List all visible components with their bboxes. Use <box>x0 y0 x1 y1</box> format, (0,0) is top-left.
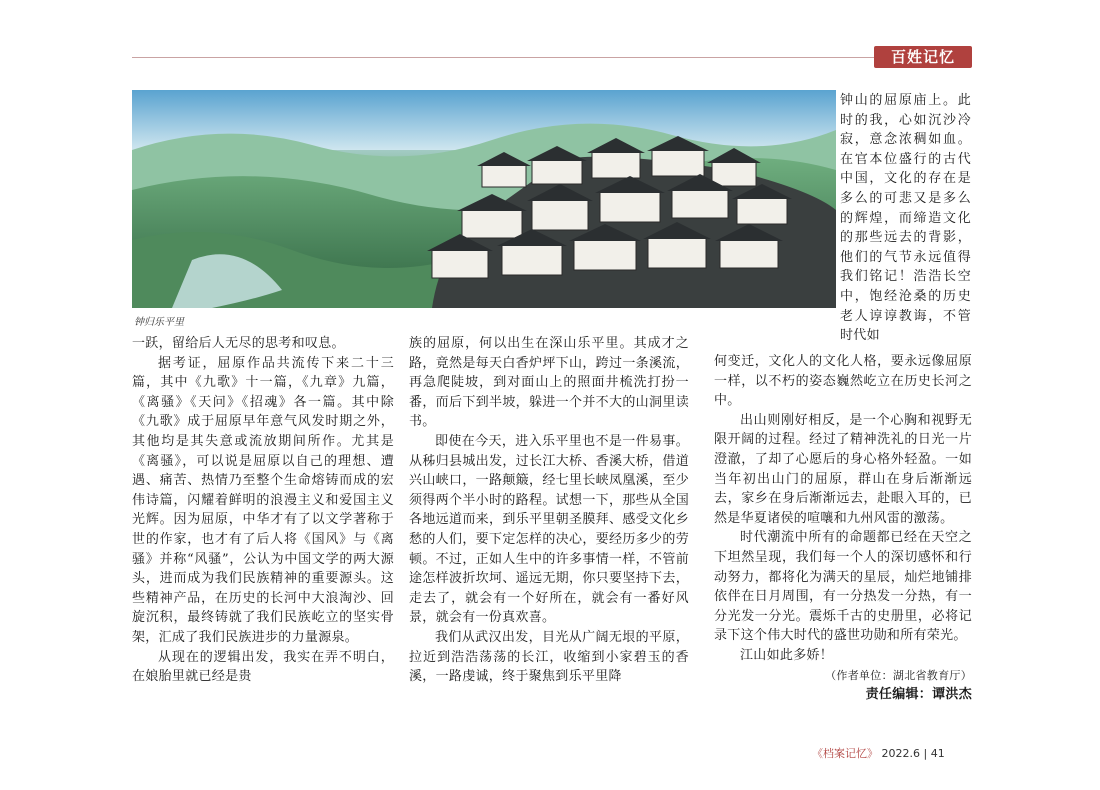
text-column-3-top <box>840 91 971 346</box>
photo-caption: 钟归乐平里 <box>134 317 184 328</box>
paragraph: 出山则刚好相反，是一个心胸和视野无限开阔的过程。经过了精神洗礼的日光一片澄澈，了却了心愿后的身心格外轻盈。一如当年初出山门的屈原，群山在身后渐渐远去，家乡在身后渐渐远去，赴眼入耳的，已然是华夏诸侯的喧嚷和九州风雷的激荡。 <box>714 412 972 526</box>
paragraph: 时代潮流中所有的命题都已经在天空之下坦然呈现，我们每一个人的深切感怀和行动努力，都将化为满天的星辰，灿烂地铺排依伴在日月周围，有一分热发一分热，有一分光发一分光。震烁千古的史册里，必将记录下这个伟大时代的盛世功勋和所有荣光。 <box>714 530 972 644</box>
author-affiliation: （作者单位：湖北省教育厅） <box>825 668 972 682</box>
paragraph: 我们从武汉出发，目光从广阔无垠的平原，拉近到浩浩荡荡的长江，收缩到小家碧玉的香溪，一路虔诚，终于聚焦到乐平里降 <box>409 629 689 685</box>
text-column-3 <box>714 352 972 705</box>
page-number: 41 <box>930 747 945 760</box>
paragraph: 从现在的逻辑出发，我实在弄不明白，在娘胎里就已经是贵 <box>132 649 394 685</box>
section-tag: 百姓记忆 <box>874 46 972 68</box>
issue-number: 2022.6 <box>881 747 920 760</box>
paragraph: 据考证，屈原作品共流传下来二十三篇，其中《九歌》十一篇，《九章》九篇，《离骚》《天问》《招魂》各一篇。其中除《九歌》成于屈原早年意气风发时期之外，其他均是其失意或流放期间所作。尤其是《离骚》，可以说是屈原以自己的理想、遭遇、痛苦、热情乃至整个生命熔铸而成的宏伟诗篇，闪耀着鲜明的浪漫主义和爱国主义光辉。因为屈原，中华才有了以文学著称于世的作家，也才有了后人将《国风》与《离骚》并称“风骚”，公认为中国文学的两大源头，进而成为我们民族精神的重要源头。这些精神产品，在历史的长河中大浪淘沙、回旋沉积，最终铸就了我们民族屹立的坚实骨架，汇成了我们民族进步的力量源泉。 <box>132 355 394 645</box>
village-illustration <box>132 90 836 308</box>
footer-separator: | <box>923 747 928 760</box>
responsible-editor: 责任编辑：谭洪杰 <box>865 687 972 703</box>
paragraph: 一跃，留给后人无尽的思考和叹息。 <box>132 336 345 351</box>
page-footer <box>812 745 945 761</box>
paragraph: 即使在今天，进入乐平里也不是一件易事。从秭归县城出发，过长江大桥、香溪大桥，借道兴山峡口，一路颠簸，经七里长峡凤凰溪，至少须得两个半小时的路程。试想一下，那些从全国各地远道而来，到乐平里朝圣膜拜、感受文化乡愁的人们，要下定怎样的决心，要经历多少的劳顿。不过，正如人生中的许多事情一样，不管前途怎样波折坎坷、遥远无期，你只要坚持下去，走去了，就会有一个好所在，就会有一番好风景，就会有一份真欢喜。 <box>409 433 689 626</box>
header-rule <box>132 57 874 58</box>
paragraph: 钟山的屈原庙上。此时的我，心如沉沙冷寂，意念浓稠如血。在官本位盛行的古代中国，文化的存在是多么的可悲又是多么的辉煌，而缔造文化的那些远去的背影，他们的气节永远值得我们铭记！浩浩长空中，饱经沧桑的历史老人谆谆教诲，不管时代如 <box>840 93 971 344</box>
text-column-2 <box>409 334 689 687</box>
text-column-1 <box>132 334 394 687</box>
magazine-name: 《档案记忆》 <box>812 747 878 760</box>
paragraph: 江山如此多娇！ <box>740 647 834 663</box>
paragraph: 族的屈原，何以出生在深山乐平里。其成才之路，竟然是每天白香炉坪下山，跨过一条溪流，再急爬陡坡，到对面山上的照面井梳洗打扮一番，而后下到半坡，躲进一个并不大的山洞里读书。 <box>409 336 689 430</box>
village-photo <box>132 90 836 308</box>
paragraph: 何变迁，文化人的文化人格，要永远像屈原一样，以不朽的姿态巍然屹立在历史长河之中。 <box>714 354 972 409</box>
